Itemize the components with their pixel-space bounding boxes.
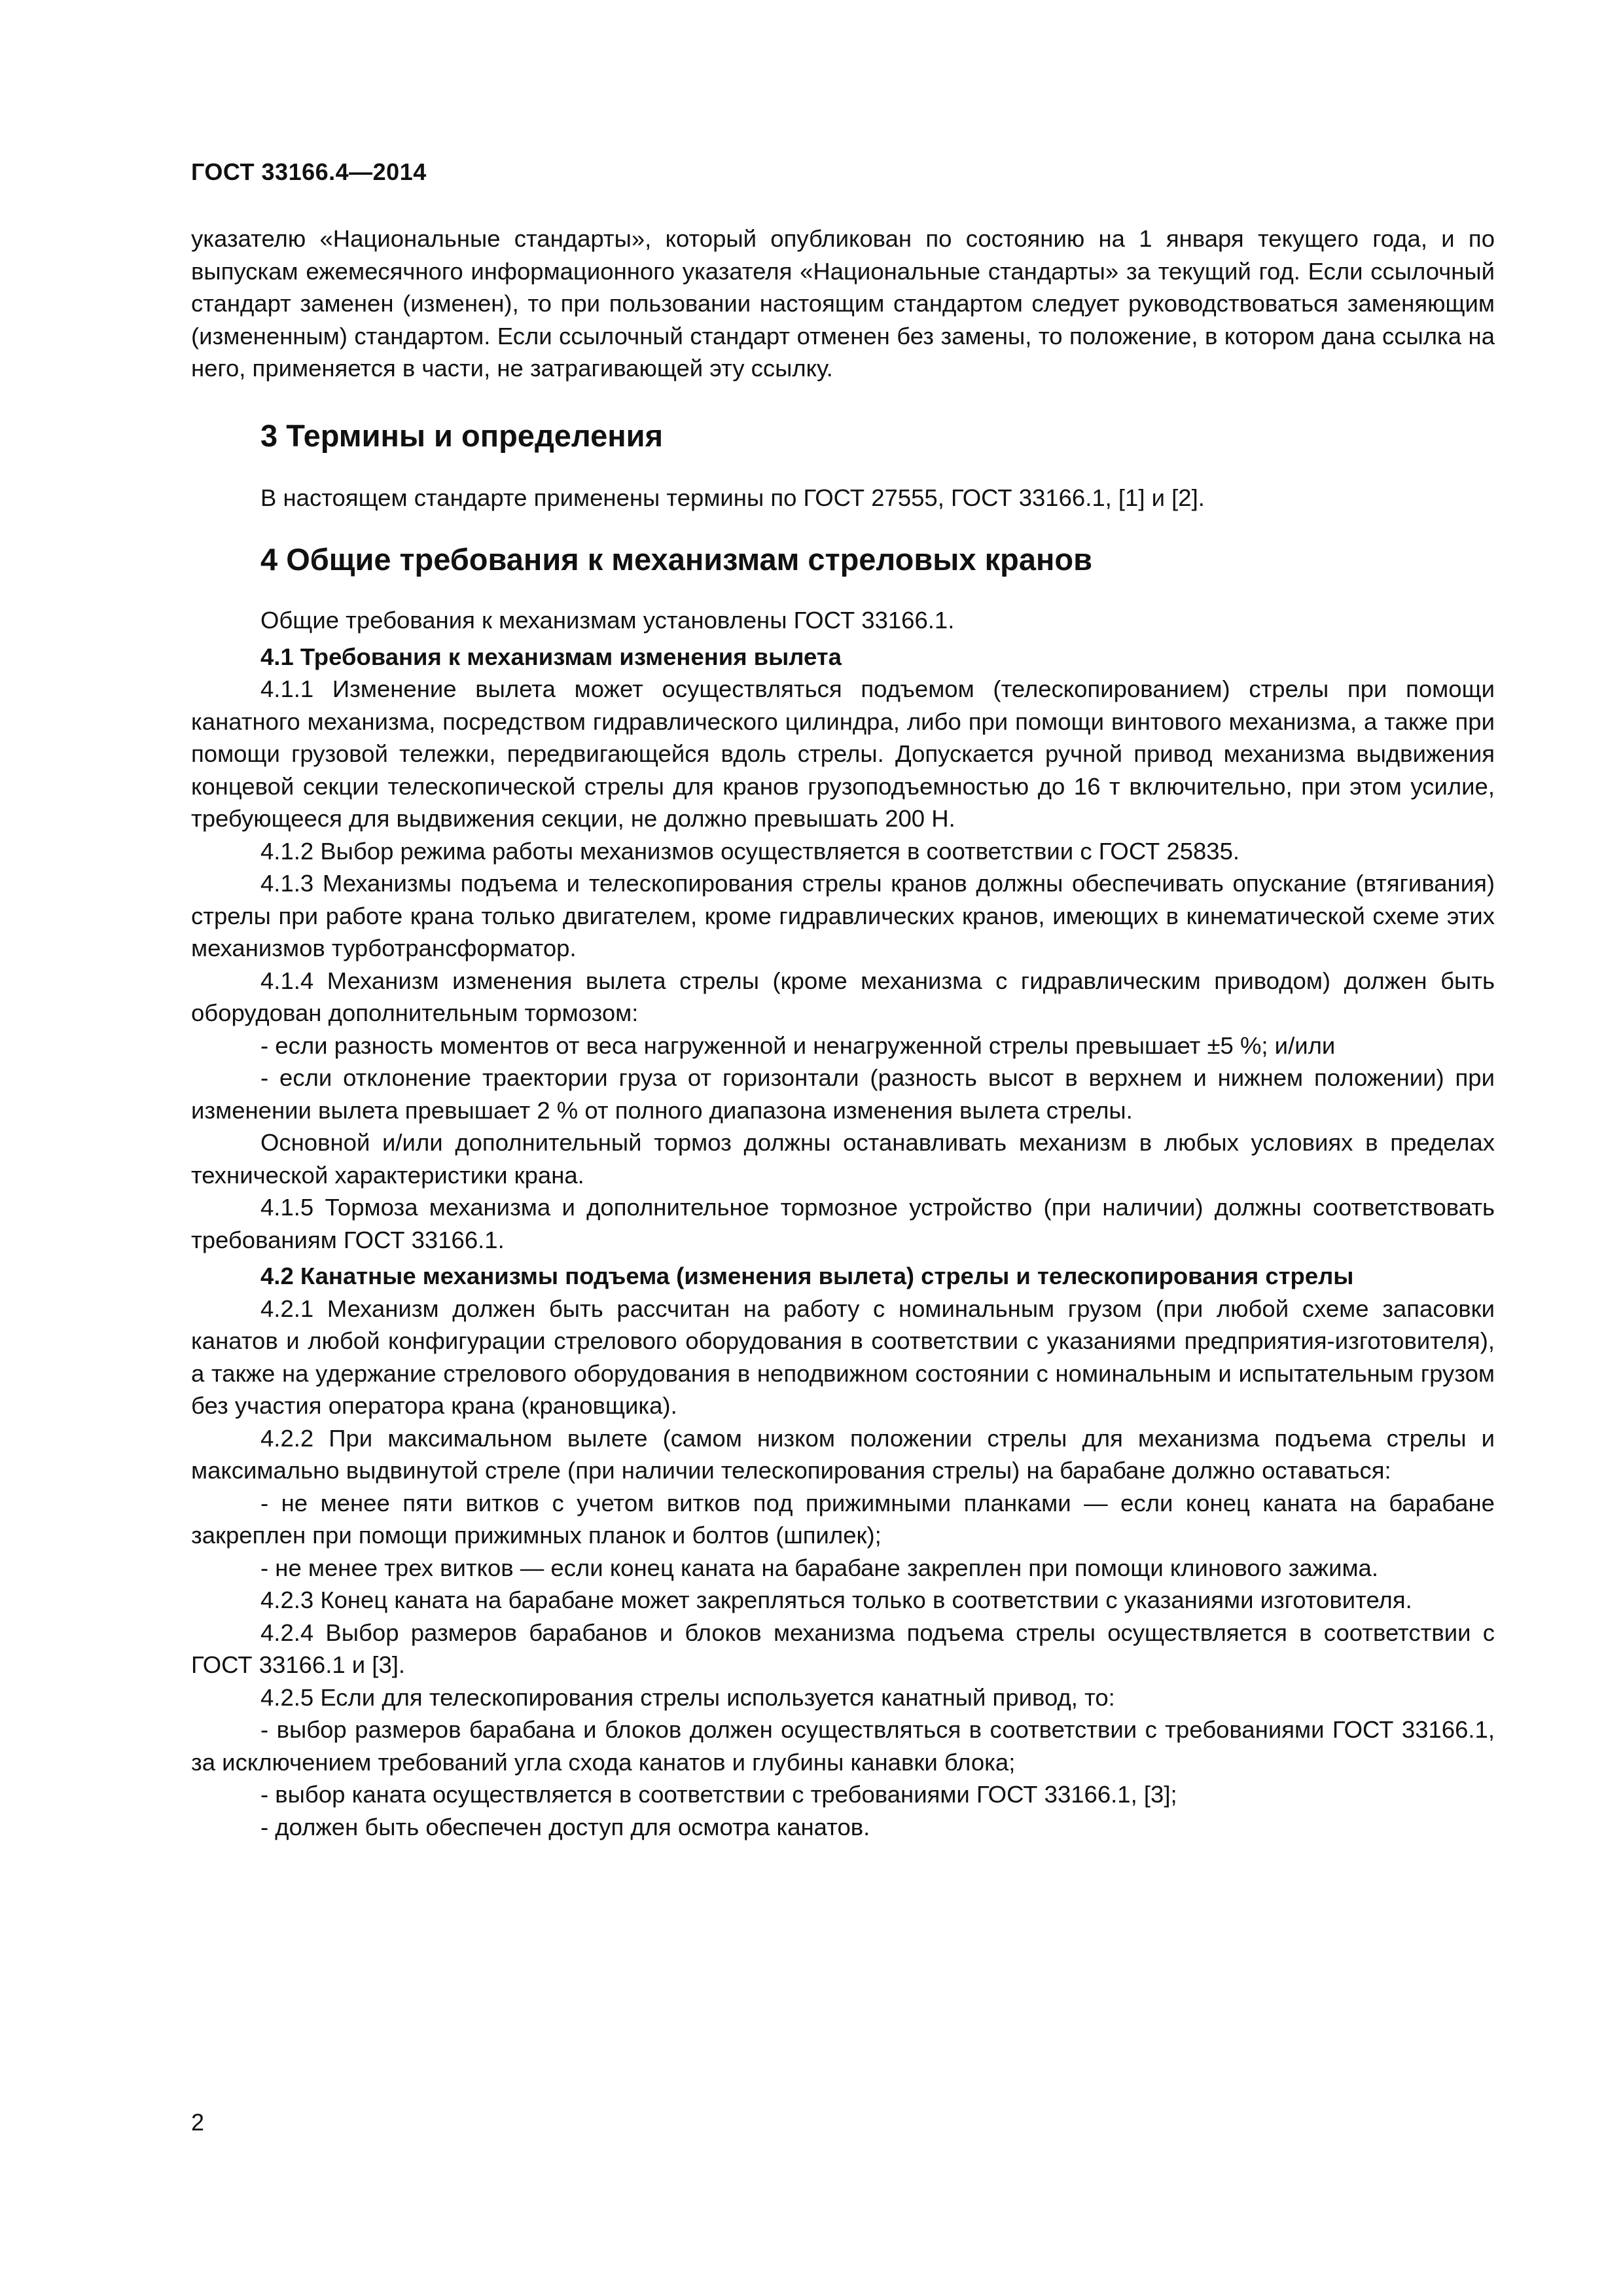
section-4-title: 4 Общие требования к механизмам стреловых кранов bbox=[260, 542, 1092, 577]
paragraph-4-1-4-note: Основной и/или дополнительный тормоз должны останавливать механизм в любых условиях в пределах технической характеристики крана. bbox=[191, 1129, 1495, 1189]
list-item: - если отклонение траектории груза от горизонтали (разность высот в верхнем и нижнем положении) при изменении вылета превышает 2 % от полного диапазона изменения вылета стрелы. bbox=[191, 1064, 1495, 1124]
list-item: - должен быть обеспечен доступ для осмотра канатов. bbox=[260, 1813, 870, 1840]
section-4-intro: Общие требования к механизмам установлены ГОСТ 33166.1. bbox=[260, 607, 955, 634]
subsection-4-1-title: 4.1 Требования к механизмам изменения вылета bbox=[260, 643, 842, 670]
page-number: 2 bbox=[191, 2109, 205, 2136]
document-header: ГОСТ 33166.4—2014 bbox=[191, 158, 427, 185]
paragraph-4-1-2: 4.1.2 Выбор режима работы механизмов осуществляется в соответствии с ГОСТ 25835. bbox=[260, 837, 1240, 865]
paragraph-4-2-1: 4.2.1 Механизм должен быть рассчитан на работу с номинальным грузом (при любой схеме запасовки канатов и любой конфигурации стрелового оборудования в соответствии с указаниями предприятия-изготовителя), а также на удержание стрелового оборудования в неподвижном состоянии с номинальным и испытательным грузом без участия оператора крана (крановщика). bbox=[191, 1295, 1495, 1419]
subsection-4-2-title: 4.2 Канатные механизмы подъема (изменения вылета) стрелы и телескопирования стрелы bbox=[260, 1263, 1354, 1289]
document-body bbox=[191, 223, 1495, 1843]
list-item: - если разность моментов от веса нагруженной и ненагруженной стрелы превышает ±5 %; и/или bbox=[260, 1031, 1336, 1059]
paragraph-4-2-5: 4.2.5 Если для телескопирования стрелы используется канатный привод, то: bbox=[260, 1683, 1115, 1711]
paragraph-4-2-3: 4.2.3 Конец каната на барабане может закрепляться только в соответствии с указаниями изготовителя. bbox=[260, 1587, 1412, 1613]
paragraph-4-1-1: 4.1.1 Изменение вылета может осуществляться подъемом (телескопированием) стрелы при помощи канатного механизма, посредством гидравлического цилиндра, либо при помощи винтового механизма, а также при помощи грузовой тележки, передвигающейся вдоль стрелы. Допускается ручной привод механизма выдвижения концевой секции телескопической стрелы для кранов грузоподъемностью до 16 т включительно, при этом усилие, требующееся для выдвижения секции, не должно превышать 200 Н. bbox=[191, 675, 1495, 832]
paragraph-4-1-5: 4.1.5 Тормоза механизма и дополнительное тормозное устройство (при наличии) должны соответствовать требованиям ГОСТ 33166.1. bbox=[191, 1194, 1495, 1253]
paragraph-4-2-2: 4.2.2 При максимальном вылете (самом низком положении стрелы для механизма подъема стрелы и максимально выдвинутой стреле (при наличии телескопирования стрелы) на барабане должно оставаться: bbox=[191, 1424, 1495, 1484]
paragraph-4-1-4: 4.1.4 Механизм изменения вылета стрелы (кроме механизма с гидравлическим приводом) должен быть оборудован дополнительным тормозом: bbox=[191, 967, 1495, 1026]
section-3-title: 3 Термины и определения bbox=[260, 418, 663, 453]
list-item: - выбор каната осуществляется в соответствии с требованиями ГОСТ 33166.1, [3]; bbox=[260, 1781, 1177, 1808]
section-3-text: В настоящем стандарте применены термины по ГОСТ 27555, ГОСТ 33166.1, [1] и [2]. bbox=[260, 484, 1205, 511]
paragraph-4-2-4: 4.2.4 Выбор размеров барабанов и блоков механизма подъема стрелы осуществляется в соответствии с ГОСТ 33166.1 и [3]. bbox=[191, 1619, 1495, 1678]
list-item: - выбор размеров барабана и блоков должен осуществляться в соответствии с требованиями ГОСТ 33166.1, за исключением требований угла схода канатов и глубины канавки блока; bbox=[191, 1716, 1495, 1776]
paragraph-4-1-3: 4.1.3 Механизмы подъема и телескопирования стрелы кранов должны обеспечивать опускание (втягивания) стрелы при работе крана только двигателем, кроме гидравлических кранов, имеющих в кинематической схеме этих механизмов турботрансформатор. bbox=[191, 870, 1495, 961]
list-item: - не менее трех витков — если конец каната на барабане закреплен при помощи клинового зажима. bbox=[260, 1554, 1378, 1581]
list-item: - не менее пяти витков с учетом витков под прижимными планками — если конец каната на барабане закреплен при помощи прижимных планок и болтов (шпилек); bbox=[191, 1489, 1495, 1549]
intro-paragraph: указателю «Национальные стандарты», который опубликован по состоянию на 1 января текущего года, и по выпускам ежемесячного информационного указателя «Национальные стандарты» за текущий год. Если ссылочный стандарт заменен (изменен), то при пользовании настоящим стандартом следует руководствоваться заменяющим (измененным) стандартом. Если ссылочный стандарт отменен без замены, то положение, в котором дана ссылка на него, применяется в части, не затрагивающей эту ссылку. bbox=[191, 225, 1495, 382]
